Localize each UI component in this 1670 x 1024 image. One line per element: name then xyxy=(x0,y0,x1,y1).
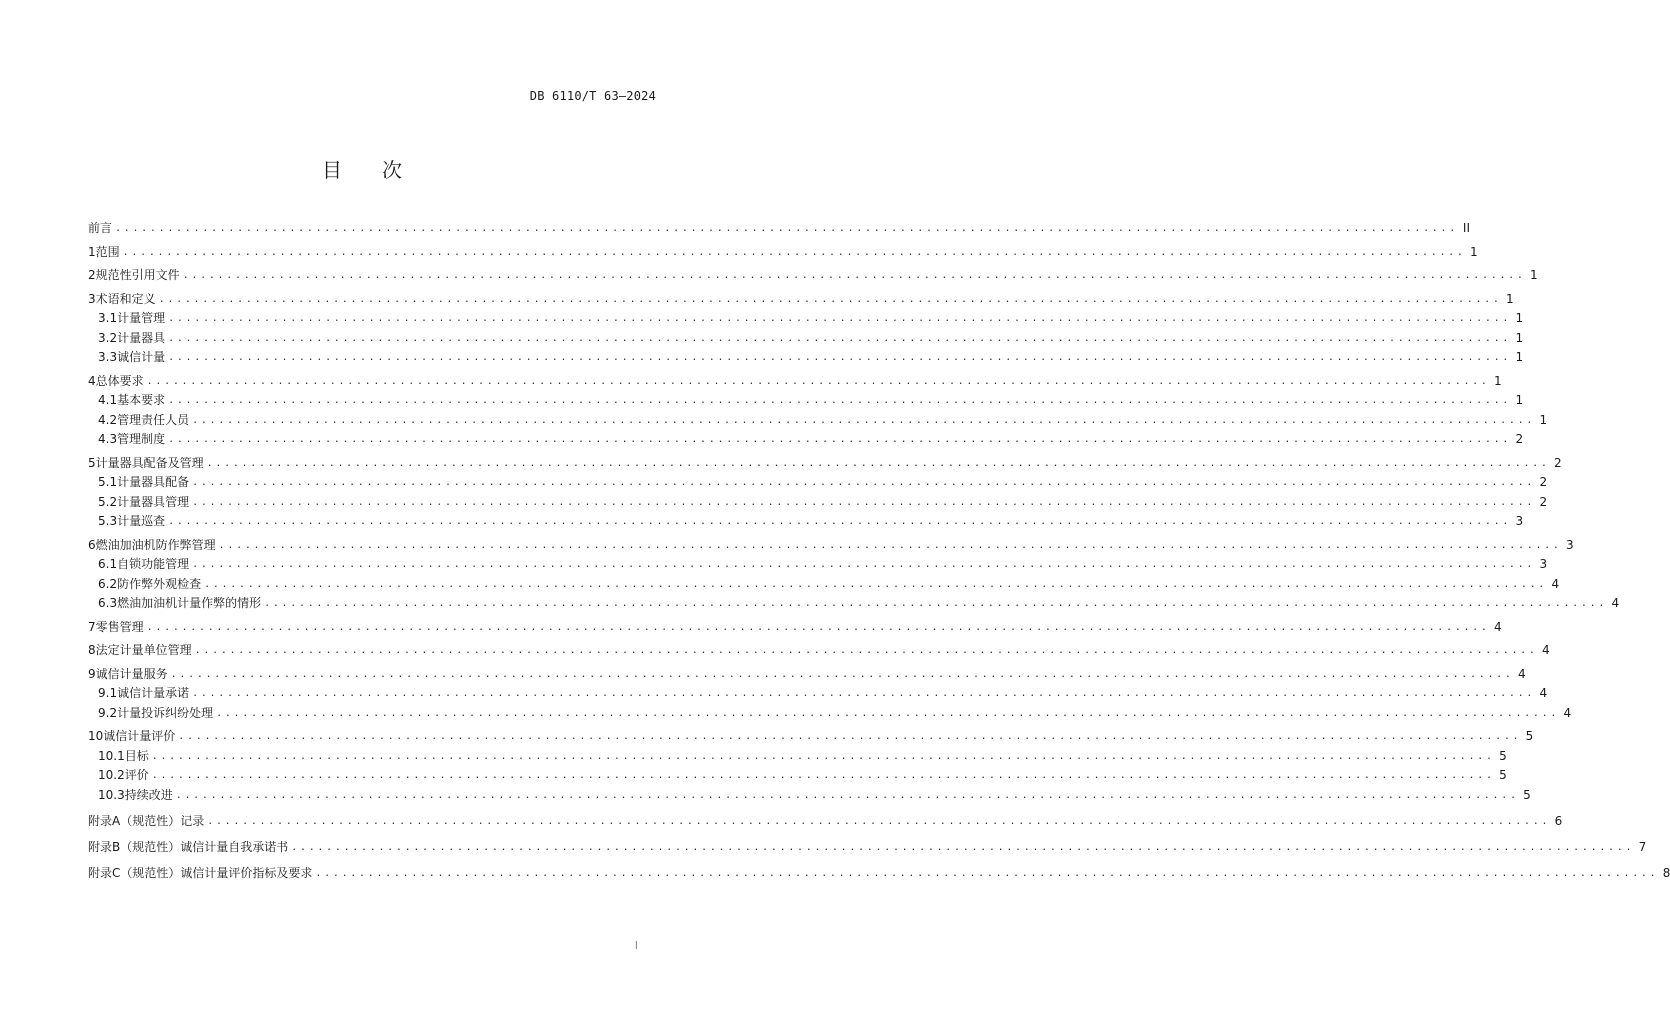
toc-entry-label: 零售管理 xyxy=(95,619,144,634)
toc-entry-label: 术语和定义 xyxy=(95,291,156,306)
toc-entry-4-3[interactable] xyxy=(88,430,1524,450)
page-number xyxy=(0,939,724,952)
dot-leader: .......................................................................................................................................................... xyxy=(168,395,1512,406)
toc-entry-6-2[interactable] xyxy=(88,575,1560,595)
toc-title xyxy=(0,154,724,183)
toc-entry-page: II xyxy=(1462,221,1470,235)
toc-entry-3[interactable] xyxy=(88,290,1514,310)
dot-leader: .......................................................................................................................................................... xyxy=(146,621,1490,633)
toc-entry-page: 3 xyxy=(1539,557,1548,571)
dot-leader: .......................................................................................................................................................... xyxy=(204,578,1548,590)
toc-entry-number: 9.1 xyxy=(98,686,118,700)
toc-entry-number: 5 xyxy=(88,455,96,470)
toc-entry-page: 5 xyxy=(1525,729,1534,743)
toc-entry-label: 范围 xyxy=(95,244,120,259)
toc-entry-label: 诚信计量服务 xyxy=(95,666,168,681)
dot-leader: .......................................................................................................................................................... xyxy=(170,668,1514,680)
toc-entry-number: 8 xyxy=(88,643,96,657)
toc-entry-appendix-a[interactable] xyxy=(88,812,1563,832)
toc-entry-page: 1 xyxy=(1469,244,1478,259)
toc-entry-number: 5.2 xyxy=(98,494,118,509)
toc-entry-1[interactable] xyxy=(88,243,1478,263)
toc-entry-5-2[interactable] xyxy=(88,493,1548,513)
toc-entry-label: 诚信计量 xyxy=(117,350,166,364)
toc-entry-10[interactable] xyxy=(88,727,1534,747)
toc-entry-label: 计量管理 xyxy=(117,311,166,325)
toc-entry-label: 计量器具 xyxy=(117,330,166,345)
toc-entry-number: 3.2 xyxy=(98,330,118,345)
dot-leader: .......................................................................................................................................................... xyxy=(216,707,1560,719)
toc-entry-label: 诚信计量评价指标及要求 xyxy=(180,865,313,880)
dot-leader: .......................................................................................................................................................... xyxy=(168,352,1512,363)
toc-entry-page: 2 xyxy=(1553,455,1562,470)
toc-entry-number: 9.2 xyxy=(98,705,118,720)
toc-entry-number: 7 xyxy=(88,619,96,634)
toc-entry-page: 1 xyxy=(1515,330,1524,345)
toc-entry-page: 4 xyxy=(1541,643,1550,657)
toc-entry-page: 2 xyxy=(1539,475,1548,489)
dot-leader: .......................................................................................................................................................... xyxy=(115,223,1458,234)
dot-leader: .......................................................................................................................................................... xyxy=(146,375,1490,387)
toc-entry-page: 8 xyxy=(1662,865,1670,880)
toc-title-char-1: 目 xyxy=(322,158,342,182)
toc-title-char-2: 次 xyxy=(382,158,402,182)
toc-entry-label: 基本要求 xyxy=(117,393,166,407)
toc-entry-9[interactable] xyxy=(88,665,1526,685)
toc-entry-label: 计量器具配备 xyxy=(117,475,190,489)
toc-entry-3-1[interactable] xyxy=(88,309,1524,329)
toc-entry-label: 评价 xyxy=(124,768,149,782)
toc-entry-number: 10.3 xyxy=(98,787,125,802)
toc-entry-number: 4.3 xyxy=(98,432,118,446)
dot-leader: .......................................................................................................................................................... xyxy=(206,457,1550,469)
toc-entry-5[interactable] xyxy=(88,454,1562,474)
toc-entry-7[interactable] xyxy=(88,618,1502,638)
toc-entry-page: 7 xyxy=(1638,839,1647,854)
toc-entry-label: 计量巡查 xyxy=(117,514,166,528)
dot-leader: .......................................................................................................................................................... xyxy=(194,645,1538,656)
dot-leader: .......................................................................................................................................................... xyxy=(207,815,1551,827)
toc-entry-number: 6.3 xyxy=(98,596,118,610)
toc-entry-label: 管理责任人员 xyxy=(117,412,190,427)
toc-entry-number: 6.2 xyxy=(98,576,118,591)
dot-leader: .......................................................................................................................................................... xyxy=(264,598,1608,609)
toc-entry-page: 1 xyxy=(1515,393,1524,407)
toc-entry-label: 计量器具配备及管理 xyxy=(95,455,204,470)
dot-leader: .......................................................................................................................................................... xyxy=(182,270,1526,281)
toc-entry-appendix-b[interactable] xyxy=(88,838,1647,858)
toc-entry-page: 3 xyxy=(1515,514,1524,528)
toc-entry-page: 1 xyxy=(1515,311,1524,325)
toc-entry-5-3[interactable] xyxy=(88,512,1524,532)
toc-entry-number: 6 xyxy=(88,537,96,552)
toc-entry-page: 5 xyxy=(1499,748,1507,763)
toc-entry-label: 总体要求 xyxy=(95,373,144,388)
dot-leader: .......................................................................................................................................................... xyxy=(178,731,1522,742)
dot-leader: .......................................................................................................................................................... xyxy=(192,477,1536,488)
toc-entry-label: 诚信计量承诺 xyxy=(117,686,190,700)
toc-entry-4[interactable] xyxy=(88,372,1502,392)
dot-leader: .......................................................................................................................................................... xyxy=(168,434,1512,445)
toc-entry-page: 1 xyxy=(1493,373,1502,388)
toc-entry-label: 燃油加油机计量作弊的情形 xyxy=(117,596,262,610)
toc-entry-page: 4 xyxy=(1611,596,1620,610)
dot-leader: .......................................................................................................................................................... xyxy=(192,414,1536,426)
toc-entry-page: 3 xyxy=(1565,537,1574,552)
toc-entry-number: 附录A（规范性） xyxy=(88,813,181,828)
toc-entry-label: 诚信计量评价 xyxy=(103,729,176,743)
toc-entry-number: 3 xyxy=(88,291,96,306)
toc-entry-number: 2 xyxy=(88,268,96,282)
toc-entry-number: 5.1 xyxy=(98,475,118,489)
toc-entry-foreword[interactable] xyxy=(88,219,1470,239)
toc-entry-page: 2 xyxy=(1515,432,1524,446)
toc-entry-number: 4 xyxy=(88,373,96,388)
toc-entry-page: 4 xyxy=(1551,576,1560,591)
toc-entry-label: 规范性引用文件 xyxy=(95,268,180,282)
document-code: DB 6110/T 63—2024 xyxy=(529,89,656,103)
toc-entry-page: 2 xyxy=(1539,494,1548,509)
toc-entry-3-3[interactable] xyxy=(88,348,1524,368)
toc-entry-number: 1 xyxy=(88,244,96,259)
toc-entry-label: 持续改进 xyxy=(124,787,173,802)
toc-entry-2[interactable] xyxy=(88,266,1538,286)
toc-entry-9-1[interactable] xyxy=(88,684,1548,704)
toc-entry-9-2[interactable] xyxy=(88,704,1572,724)
toc-entry-number: 10.1 xyxy=(98,748,125,763)
toc-entry-page: 5 xyxy=(1523,787,1531,802)
toc-entry-10-1[interactable] xyxy=(88,747,1507,767)
dot-leader: .......................................................................................................................................................... xyxy=(192,688,1536,699)
toc-entry-page: 1 xyxy=(1515,350,1524,364)
toc-entry-label: 计量投诉纠纷处理 xyxy=(117,705,214,720)
dot-leader: .......................................................................................................................................................... xyxy=(168,332,1512,344)
toc-entry-number: 5.3 xyxy=(98,514,118,528)
toc-entry-label: 防作弊外观检查 xyxy=(117,576,202,591)
toc-entry-number: 附录B（规范性） xyxy=(88,839,181,854)
dot-leader: .......................................................................................................................................................... xyxy=(151,750,1495,762)
toc-entry-4-1[interactable] xyxy=(88,391,1524,411)
dot-leader: .......................................................................................................................................................... xyxy=(168,516,1512,527)
toc-entry-number: 10.2 xyxy=(98,768,125,782)
toc-entry-label: 燃油加油机防作弊管理 xyxy=(95,537,216,552)
toc-entry-page: 1 xyxy=(1539,412,1548,427)
toc-entry-10-2[interactable] xyxy=(88,766,1507,786)
dot-leader: .......................................................................................................................................................... xyxy=(218,539,1562,551)
toc-entry-page: 4 xyxy=(1517,666,1526,681)
dot-leader: .......................................................................................................................................................... xyxy=(192,559,1536,570)
toc-entry-8[interactable] xyxy=(88,641,1550,661)
toc-entry-label: 管理制度 xyxy=(117,432,166,446)
toc-entry-number: 9 xyxy=(88,666,96,681)
dot-leader: .......................................................................................................................................................... xyxy=(315,867,1659,879)
table-of-contents xyxy=(88,219,1670,883)
toc-entry-number: 4.1 xyxy=(98,393,118,407)
toc-entry-6-3[interactable] xyxy=(88,594,1620,614)
toc-entry-label: 自锁功能管理 xyxy=(117,557,190,571)
toc-entry-page: 6 xyxy=(1554,813,1563,828)
toc-entry-number: 3.3 xyxy=(98,350,118,364)
toc-entry-number: 3.1 xyxy=(98,311,118,325)
page-number-text: I xyxy=(634,939,638,952)
toc-entry-5-1[interactable] xyxy=(88,473,1548,493)
toc-entry-number: 附录C（规范性） xyxy=(88,865,181,880)
toc-entry-number: 10 xyxy=(88,729,104,743)
toc-entry-3-2[interactable] xyxy=(88,329,1524,349)
toc-entry-6[interactable] xyxy=(88,536,1574,556)
toc-entry-label: 前言 xyxy=(88,221,113,235)
toc-entry-6-1[interactable] xyxy=(88,555,1548,575)
toc-entry-page: 4 xyxy=(1563,705,1572,720)
toc-entry-appendix-c[interactable] xyxy=(88,864,1670,884)
toc-entry-4-2[interactable] xyxy=(88,411,1548,431)
toc-entry-page: 1 xyxy=(1505,291,1514,306)
dot-leader: .......................................................................................................................................................... xyxy=(175,789,1519,801)
toc-entry-number: 4.2 xyxy=(98,412,118,427)
toc-entry-number: 6.1 xyxy=(98,557,118,571)
toc-entry-label: 记录 xyxy=(180,813,205,828)
toc-entry-label: 计量器具管理 xyxy=(117,494,190,509)
dot-leader: .......................................................................................................................................................... xyxy=(151,770,1495,781)
toc-entry-10-3[interactable] xyxy=(88,786,1531,806)
dot-leader: .......................................................................................................................................................... xyxy=(291,841,1635,853)
dot-leader: .......................................................................................................................................................... xyxy=(122,246,1466,258)
toc-entry-label: 目标 xyxy=(124,748,149,763)
toc-entry-page: 4 xyxy=(1539,686,1548,700)
toc-entry-label: 法定计量单位管理 xyxy=(95,643,192,657)
dot-leader: .......................................................................................................................................................... xyxy=(158,293,1502,305)
dot-leader: .......................................................................................................................................................... xyxy=(192,496,1536,508)
toc-entry-page: 5 xyxy=(1499,768,1507,782)
toc-entry-label: 诚信计量自我承诺书 xyxy=(180,839,289,854)
toc-entry-page: 4 xyxy=(1493,619,1502,634)
toc-entry-page: 1 xyxy=(1529,268,1538,282)
dot-leader: .......................................................................................................................................................... xyxy=(168,313,1512,324)
